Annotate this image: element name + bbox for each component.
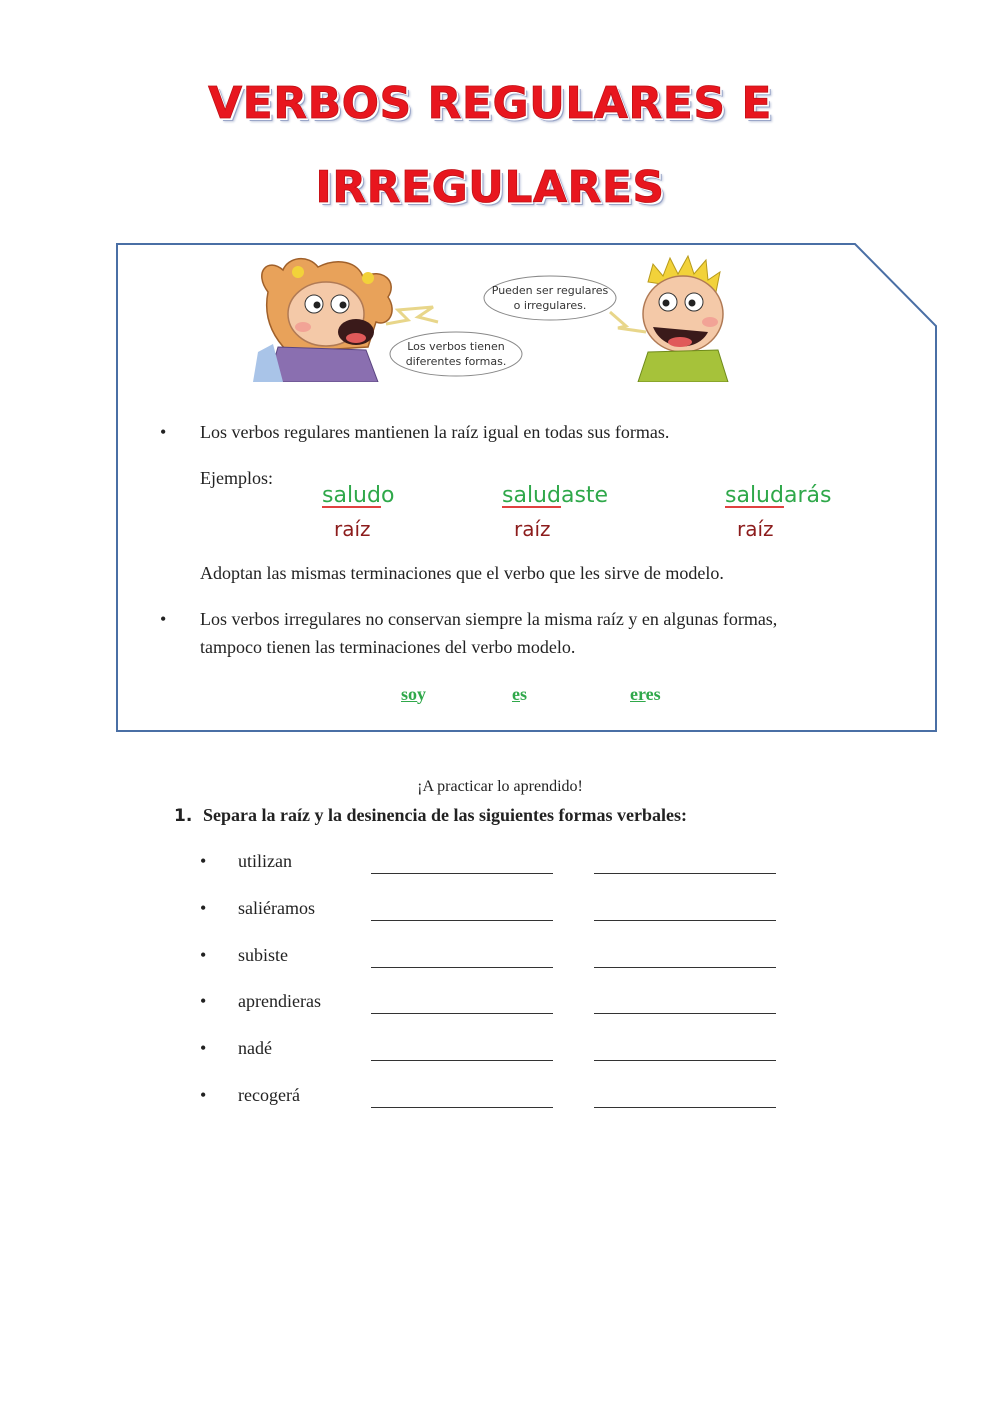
exercise-word: nadé — [238, 1038, 272, 1058]
exercise-row — [0, 898, 1000, 928]
irregular-verbs-text-2: tampoco tienen las terminaciones del verbo modelo. — [200, 637, 576, 657]
root-answer-field[interactable] — [371, 945, 553, 968]
example-word-2: saludaste — [502, 483, 609, 508]
ending-answer-field[interactable] — [594, 1085, 776, 1108]
root-answer-field[interactable] — [371, 1038, 553, 1061]
bullet: • — [200, 1038, 207, 1058]
exercise-row — [0, 991, 1000, 1021]
exercise-row — [0, 851, 1000, 881]
page-title-line-1: VERBOS REGULARES E — [208, 78, 772, 129]
bullet: • — [200, 851, 207, 871]
irregular-example-2: es — [512, 684, 528, 704]
exercise-word: aprendieras — [238, 991, 321, 1011]
irregular-example-1: soy — [401, 684, 427, 704]
examples-label: Ejemplos: — [200, 468, 273, 488]
root-label-2: raíz — [514, 517, 551, 541]
bullet: • — [200, 945, 207, 965]
root-label-3: raíz — [737, 517, 774, 541]
irregular-verbs-text-1: Los verbos irregulares no conservan siempre la misma raíz y en algunas formas, — [200, 609, 778, 629]
question-text: Separa la raíz y la desinencia de las siguientes formas verbales: — [203, 805, 687, 825]
exercise-word: subiste — [238, 945, 289, 965]
bullet: • — [200, 991, 207, 1011]
practice-heading: ¡A practicar lo aprendido! — [417, 778, 583, 795]
ending-answer-field[interactable] — [594, 945, 776, 968]
ending-answer-field[interactable] — [594, 898, 776, 921]
exercise-row — [0, 945, 1000, 975]
root-answer-field[interactable] — [371, 851, 553, 874]
boy-icon — [638, 256, 728, 382]
ending-answer-field[interactable] — [594, 991, 776, 1014]
example-word-1: saludo — [322, 483, 395, 508]
exercise-row — [0, 1038, 1000, 1068]
exercise-word: utilizan — [238, 851, 292, 871]
root-answer-field[interactable] — [371, 991, 553, 1014]
bullet: • — [200, 898, 207, 918]
root-answer-field[interactable] — [371, 898, 553, 921]
children-illustration — [248, 252, 738, 382]
bullet: • — [160, 609, 167, 629]
exercise-row — [0, 1085, 1000, 1115]
root-label-1: raíz — [334, 517, 371, 541]
example-word-3: saludarás — [725, 483, 832, 508]
regular-note: Adoptan las mismas terminaciones que el verbo que les sirve de modelo. — [200, 563, 724, 583]
ending-answer-field[interactable] — [594, 851, 776, 874]
svg-text:diferentes formas.: diferentes formas. — [405, 355, 507, 368]
irregular-example-3: eres — [630, 684, 661, 704]
svg-text:o irregulares.: o irregulares. — [513, 299, 587, 312]
speech-bubble-girl — [390, 332, 522, 376]
bullet: • — [160, 422, 167, 442]
question-number: 1. — [174, 806, 193, 826]
speech-bubble-boy — [484, 276, 616, 320]
girl-icon — [253, 259, 392, 382]
exercise-word: saliéramos — [238, 898, 315, 918]
root-answer-field[interactable] — [371, 1085, 553, 1108]
ending-answer-field[interactable] — [594, 1038, 776, 1061]
svg-text:Pueden ser regulares: Pueden ser regulares — [491, 284, 609, 297]
page-title-line-2: IRREGULARES — [315, 162, 665, 213]
exercise-word: recogerá — [238, 1085, 300, 1105]
regular-verbs-text: Los verbos regulares mantienen la raíz igual en todas sus formas. — [200, 422, 670, 442]
svg-text:Los verbos tienen: Los verbos tienen — [407, 340, 505, 353]
bullet: • — [200, 1085, 207, 1105]
